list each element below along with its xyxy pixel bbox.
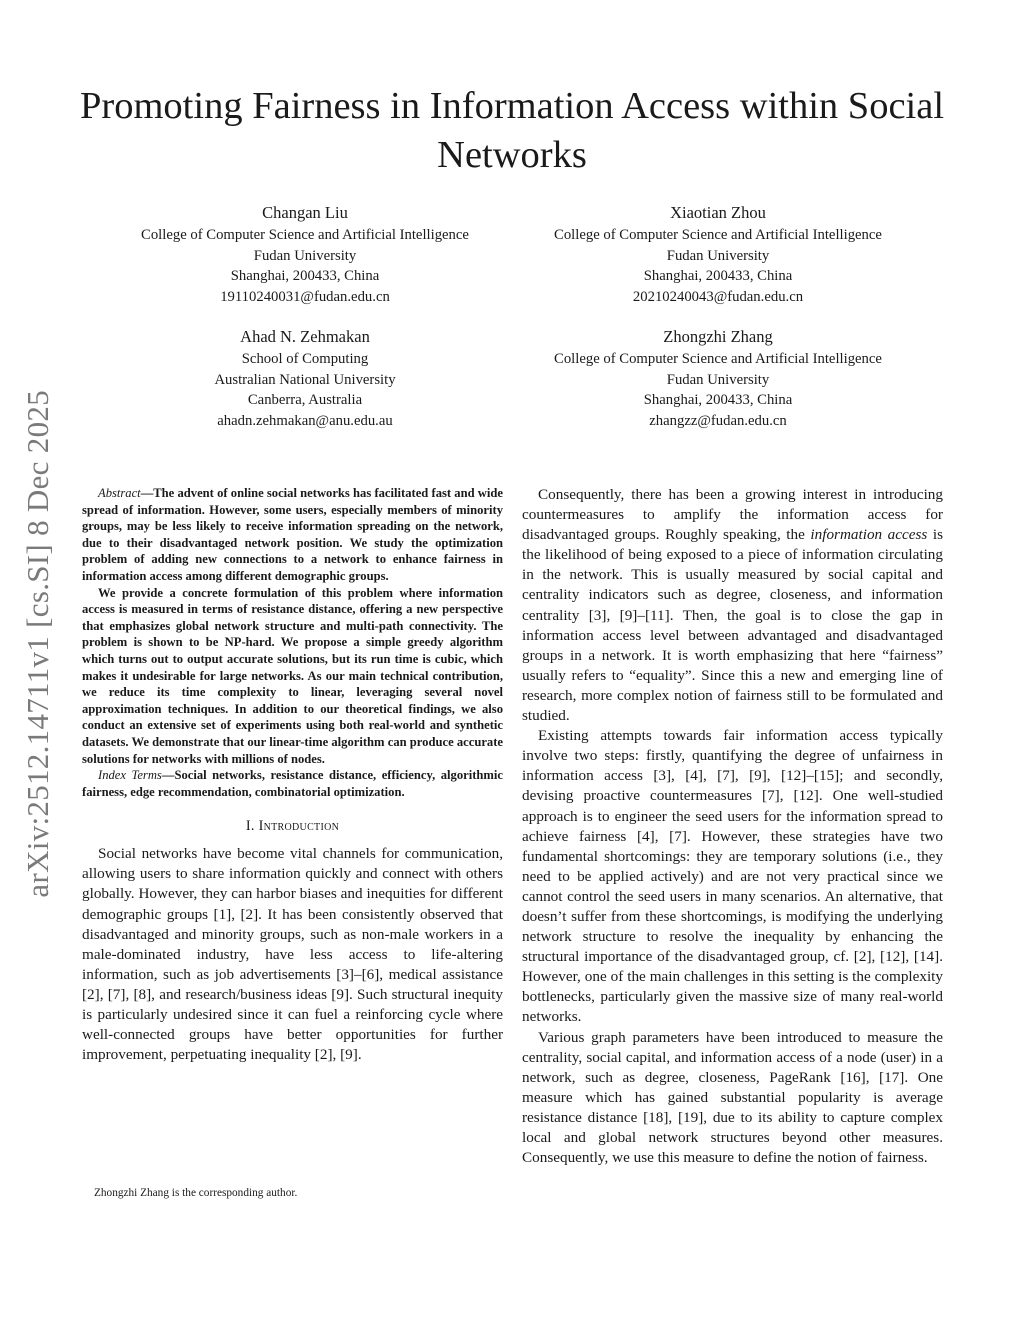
- author-institution: Australian National University: [214, 371, 396, 388]
- author-email[interactable]: 19110240031@fudan.edu.cn: [220, 288, 390, 305]
- author-name: Changan Liu: [262, 203, 348, 222]
- author-name: Xiaotian Zhou: [670, 203, 766, 222]
- author-name: Ahad N. Zehmakan: [240, 327, 370, 346]
- author-institution: Fudan University: [666, 371, 770, 388]
- abstract-text: —The advent of online social networks has facilitated fast and wide spread of information. However, some users, especially members of minority groups, may be less likely to receive information spreading on the network, due to their disadvantaged network position. We study the optimization problem of adding new connections to a network to enhance fairness in information access among different demographic groups.: [82, 486, 503, 583]
- abstract-label: Abstract: [98, 486, 141, 500]
- author-institution: Fudan University: [253, 247, 357, 264]
- index-terms: [82, 767, 503, 800]
- author-block: [518, 201, 918, 307]
- abstract: [82, 485, 503, 800]
- paper-title: Promoting Fairness in Information Access within Social Networks: [80, 85, 945, 176]
- left-column: [82, 485, 503, 1065]
- body-text: Consequently, there has been a growing interest in introducing countermeasures to amplify the information access for disadvantaged groups. Roughly speaking, the: [522, 486, 943, 544]
- author-affiliation: School of Computing: [241, 351, 369, 367]
- section-heading: [82, 818, 503, 835]
- index-terms-label: Index Terms: [98, 768, 162, 783]
- section-body: [82, 844, 503, 1065]
- author-affiliation: College of Computer Science and Artificial Intelligence: [554, 351, 882, 367]
- abstract-paragraph: [82, 485, 503, 585]
- body-paragraph: Existing attempts towards fair information access typically involve two steps: firstly, quantifying the degree of unfairness in information access [3], [4], [7], [9], [12]–[15]; and secondly, devising proactive countermeasures [7], [12]. One well-studied approach is to engineer the seed users for the information spread to achieve fairness [4], [7]. However, these strategies have two fundamental shortcomings: they are temporary solutions (i.e., they need to be applied actively) and are not very practical since we cannot control the seed users in many scenarios. An alternative, that doesn’t suffer from these shortcomings, is modifying the underlying network structure to resolve the inequality by enhancing the structural importance of the disadvantaged group, cf. [2], [12], [14]. However, one of the main challenges in this setting is the complexity bottlenecks, particularly given the massive size of many real-world networks.: [522, 727, 943, 1026]
- author-location: Canberra, Australia: [247, 392, 363, 409]
- author-location: Shanghai, 200433, China: [643, 392, 793, 409]
- author-location: Shanghai, 200433, China: [643, 268, 793, 285]
- body-paragraph: Various graph parameters have been introduced to measure the centrality, social capital, and information access of a node (user) in a network, such as degree, closeness, PageRank [16], [17]. One measure which has gained substantial popularity is average resistance distance [18], [19], due to its ability to capture complex local and global network structures beyond other measures. Consequently, we use this measure to define the notion of fairness.: [522, 1028, 943, 1167]
- author-block: [518, 325, 918, 431]
- emphasis-term: information access: [810, 526, 928, 544]
- body-text: is the likelihood of being exposed to a piece of information circulating in the network. This is usually measured by social capital and centrality indicators such as degree, closeness, and information centrality [3], [9]–[11]. Then, the goal is to close the gap in information access level between advantaged and disadvantaged groups in a network. It is worth emphasizing that here “fairness” usually refers to “equality”. Since this a new and emerging line of research, more complex notion of fairness still to be formulated and studied.: [522, 526, 944, 725]
- author-location: Shanghai, 200433, China: [230, 268, 380, 285]
- author-block: [105, 201, 505, 307]
- author-block: [105, 325, 505, 431]
- author-institution: Fudan University: [666, 247, 770, 264]
- author-email[interactable]: zhangzz@fudan.edu.cn: [649, 412, 787, 429]
- author-email[interactable]: ahadn.zehmakan@anu.edu.au: [217, 412, 393, 429]
- abstract-paragraph: We provide a concrete formulation of this problem where information access is measured in terms of resistance distance, offering a new perspective that emphasizes global network structure and multi-path connectivity. The problem is shown to be NP-hard. We propose a simple greedy algorithm which turns out to output accurate solutions, but its run time is cubic, which makes it undesirable for large networks. As our main technical contribution, we reduce its time complexity to linear, leveraging several novel approximation techniques. In addition to our theoretical findings, we also conduct an extensive set of experiments using both real-world and synthetic datasets. We demonstrate that our linear-time algorithm can produce accurate solutions for networks with millions of nodes.: [82, 585, 503, 766]
- body-paragraph: [522, 485, 943, 726]
- author-email[interactable]: 20210240043@fudan.edu.cn: [632, 288, 804, 305]
- author-affiliation: College of Computer Science and Artificial Intelligence: [554, 227, 882, 243]
- arxiv-identifier: arXiv:2512.14711v1 [cs.SI] 8 Dec 2025: [20, 390, 55, 898]
- index-terms-text: —Social networks, resistance distance, efficiency, algorithmic fairness, edge recommendation, combinatorial optimization.: [82, 768, 503, 799]
- author-affiliation: College of Computer Science and Artificial Intelligence: [141, 227, 469, 243]
- footnote: Zhongzhi Zhang is the corresponding author.: [94, 1187, 298, 1199]
- right-column: [522, 485, 943, 1168]
- body-paragraph: Social networks have become vital channels for communication, allowing users to share information quickly and connect with others globally. However, they can harbor biases and inequities for different demographic groups [1], [2]. It has been consistently observed that disadvantaged and minority groups, such as non-male workers in a male-dominated industry, have less access to life-altering information, such as job advertisements [3]–[6], medical assistance [2], [7], [8], and research/business ideas [9]. Such structural inequity is particularly undesired since it can fuel a reinforcing cycle where well-connected groups have better opportunities for further improvement, perpetuating inequality [2], [9].: [82, 845, 503, 1064]
- section-number: I.: [245, 818, 259, 835]
- author-name: Zhongzhi Zhang: [663, 327, 773, 346]
- section-title: Introduction: [258, 818, 340, 835]
